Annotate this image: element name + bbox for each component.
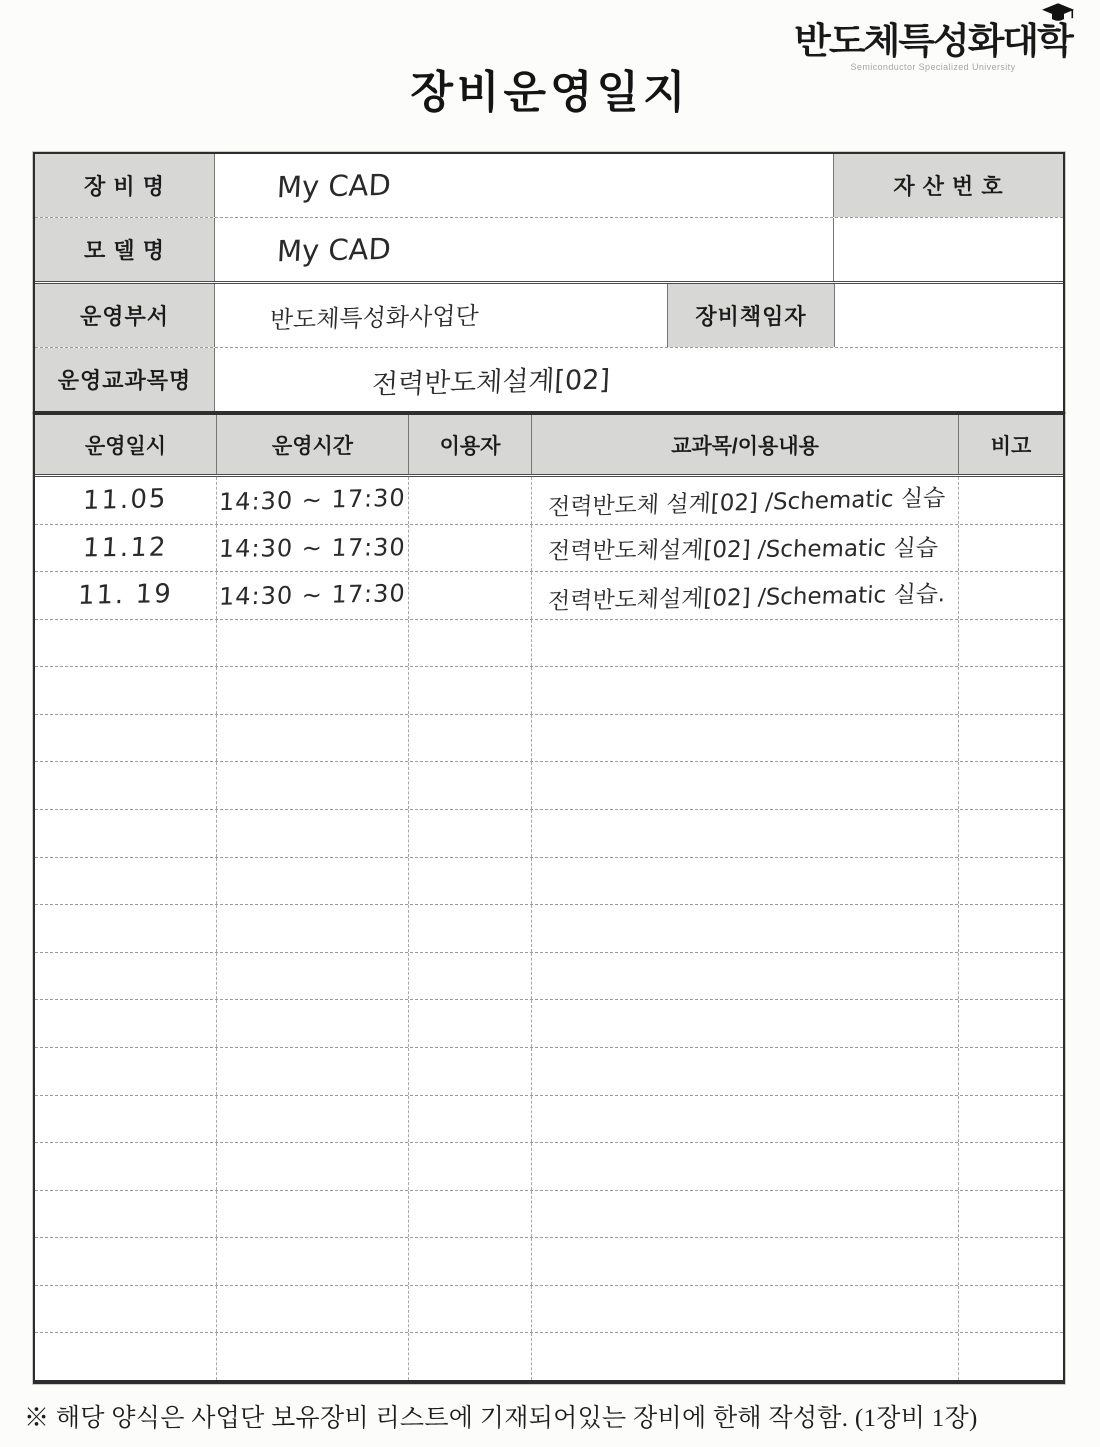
cell-user <box>409 715 532 762</box>
log-row <box>35 953 1063 1001</box>
cell-time <box>217 1238 409 1285</box>
cell-user <box>409 525 532 572</box>
cell-content <box>532 953 959 1000</box>
cell-time <box>217 1096 409 1143</box>
log-row <box>35 1333 1063 1380</box>
cell-date <box>35 620 217 667</box>
cell-time <box>217 858 409 905</box>
cell-content <box>532 715 959 762</box>
cell-user <box>409 1096 532 1143</box>
cell-date <box>35 953 217 1000</box>
time-handwriting: 14:30 ~ 17:30 <box>218 579 407 612</box>
cell-date <box>35 1333 217 1380</box>
log-row <box>35 1000 1063 1048</box>
cell-user <box>409 905 532 952</box>
cell-user <box>409 953 532 1000</box>
log-row <box>35 1286 1063 1334</box>
cell-user <box>409 667 532 714</box>
cell-date <box>35 1143 217 1190</box>
date-handwriting: 11. 19 <box>77 579 174 612</box>
cell-content <box>532 1333 959 1380</box>
log-row <box>35 1238 1063 1286</box>
cell-note <box>959 620 1063 667</box>
header-user: 이용자 <box>409 415 532 474</box>
footer-note: ※ 해당 양식은 사업단 보유장비 리스트에 기재되어있는 장비에 한해 작성함. (1장비 1장) <box>24 1405 978 1432</box>
cell-note <box>959 572 1063 619</box>
asset-number-label: 자 산 번 호 <box>834 154 1063 217</box>
log-table-header <box>35 415 1063 477</box>
cell-date <box>35 572 217 619</box>
cell-user <box>409 620 532 667</box>
cell-time <box>217 1191 409 1238</box>
time-handwriting: 14:30 ~ 17:30 <box>218 533 407 563</box>
cell-content <box>532 1048 959 1095</box>
content-handwriting: 전력반도체설계[02] /Schematic 실습 <box>547 535 939 566</box>
content-handwriting: 전력반도체설계[02] /Schematic 실습. <box>547 581 946 615</box>
cell-note <box>959 1238 1063 1285</box>
time-handwriting: 14:30 ~ 17:30 <box>218 483 407 517</box>
log-row <box>35 620 1063 668</box>
info-row-equipment <box>35 154 1063 218</box>
header-content: 교과목/이용내용 <box>532 415 959 474</box>
cell-note <box>959 477 1063 524</box>
course-label: 운영교과목명 <box>35 348 215 411</box>
cell-note <box>959 1286 1063 1333</box>
cell-user <box>409 1238 532 1285</box>
cell-content <box>532 810 959 857</box>
cell-time <box>217 1048 409 1095</box>
cell-note <box>959 1000 1063 1047</box>
log-row <box>35 1048 1063 1096</box>
department-value: 반도체특성화사업단 <box>269 301 480 335</box>
cell-time <box>217 762 409 809</box>
cell-user <box>409 1048 532 1095</box>
cell-date <box>35 525 217 572</box>
log-row <box>35 477 1063 525</box>
cell-time <box>217 1000 409 1047</box>
university-logo-english: Semiconductor Specialized University <box>850 62 1016 72</box>
equipment-info-table <box>33 152 1065 413</box>
cell-note <box>959 810 1063 857</box>
cell-date <box>35 1238 217 1285</box>
equipment-name-value: My CAD <box>215 154 834 217</box>
cell-content <box>532 905 959 952</box>
date-handwriting: 11.12 <box>82 532 169 564</box>
model-name-value: My CAD <box>215 218 834 281</box>
cell-note <box>959 953 1063 1000</box>
cell-content <box>532 1286 959 1333</box>
cell-note <box>959 1143 1063 1190</box>
cell-note <box>959 1191 1063 1238</box>
log-table-body <box>35 477 1063 1380</box>
cell-content <box>532 1191 959 1238</box>
cell-content <box>532 1143 959 1190</box>
cell-user <box>409 810 532 857</box>
university-name: 반도체특성화대학 <box>794 21 1072 62</box>
cell-note <box>959 1333 1063 1380</box>
header-date: 운영일시 <box>35 415 217 474</box>
cell-time <box>217 1333 409 1380</box>
cell-user <box>409 1286 532 1333</box>
cell-content <box>532 1238 959 1285</box>
cell-note <box>959 667 1063 714</box>
cell-time <box>217 715 409 762</box>
course-value: 전력반도체설계[02] <box>371 364 611 401</box>
log-row <box>35 1143 1063 1191</box>
info-row-course <box>35 348 1063 411</box>
info-row-department <box>35 284 1063 348</box>
manager-label: 장비책임자 <box>667 284 835 347</box>
cell-user <box>409 858 532 905</box>
cell-content <box>532 477 959 524</box>
cell-content <box>532 667 959 714</box>
cell-time <box>217 620 409 667</box>
cell-user <box>409 1191 532 1238</box>
header-note: 비고 <box>959 415 1063 474</box>
cell-user <box>409 572 532 619</box>
cell-user <box>409 1000 532 1047</box>
cell-date <box>35 1286 217 1333</box>
department-label: 운영부서 <box>35 284 215 347</box>
cell-date <box>35 1191 217 1238</box>
cell-content <box>532 525 959 572</box>
log-row <box>35 572 1063 620</box>
cell-time <box>217 525 409 572</box>
log-row <box>35 1096 1063 1144</box>
cell-content <box>532 572 959 619</box>
cell-date <box>35 1000 217 1047</box>
cell-content <box>532 620 959 667</box>
cell-note <box>959 905 1063 952</box>
cell-content <box>532 1096 959 1143</box>
cell-date <box>35 858 217 905</box>
cell-time <box>217 1286 409 1333</box>
operation-log-table <box>33 413 1065 1384</box>
cell-content <box>532 1000 959 1047</box>
cell-date <box>35 667 217 714</box>
cell-time <box>217 810 409 857</box>
log-row <box>35 1191 1063 1239</box>
content-handwriting: 전력반도체 설계[02] /Schematic 실습 <box>547 484 946 521</box>
cell-user <box>409 477 532 524</box>
cell-date <box>35 1048 217 1095</box>
cell-user <box>409 1143 532 1190</box>
model-name-label: 모 델 명 <box>35 218 215 281</box>
cell-date <box>35 1096 217 1143</box>
equipment-name-label: 장 비 명 <box>35 154 215 217</box>
cell-note <box>959 1048 1063 1095</box>
log-row <box>35 667 1063 715</box>
log-row <box>35 762 1063 810</box>
log-row <box>35 905 1063 953</box>
log-row <box>35 525 1063 573</box>
cell-note <box>959 858 1063 905</box>
cell-note <box>959 762 1063 809</box>
log-row <box>35 810 1063 858</box>
cell-user <box>409 762 532 809</box>
cell-note <box>959 525 1063 572</box>
cell-date <box>35 477 217 524</box>
cell-time <box>217 1143 409 1190</box>
log-row <box>35 858 1063 906</box>
cell-date <box>35 905 217 952</box>
cell-time <box>217 477 409 524</box>
cell-note <box>959 1096 1063 1143</box>
cell-date <box>35 715 217 762</box>
cell-date <box>35 762 217 809</box>
header-time: 운영시간 <box>217 415 409 474</box>
page-title: 장비운영일지 <box>410 68 690 117</box>
manager-value <box>835 284 1063 347</box>
graduation-cap-icon <box>1042 3 1076 23</box>
cell-note <box>959 715 1063 762</box>
cell-date <box>35 810 217 857</box>
date-handwriting: 11.05 <box>82 484 169 517</box>
cell-time <box>217 905 409 952</box>
cell-time <box>217 953 409 1000</box>
info-row-model <box>35 218 1063 284</box>
asset-number-value <box>834 218 1063 281</box>
log-row <box>35 715 1063 763</box>
cell-content <box>532 762 959 809</box>
cell-content <box>532 858 959 905</box>
cell-time <box>217 667 409 714</box>
cell-user <box>409 1333 532 1380</box>
cell-time <box>217 572 409 619</box>
